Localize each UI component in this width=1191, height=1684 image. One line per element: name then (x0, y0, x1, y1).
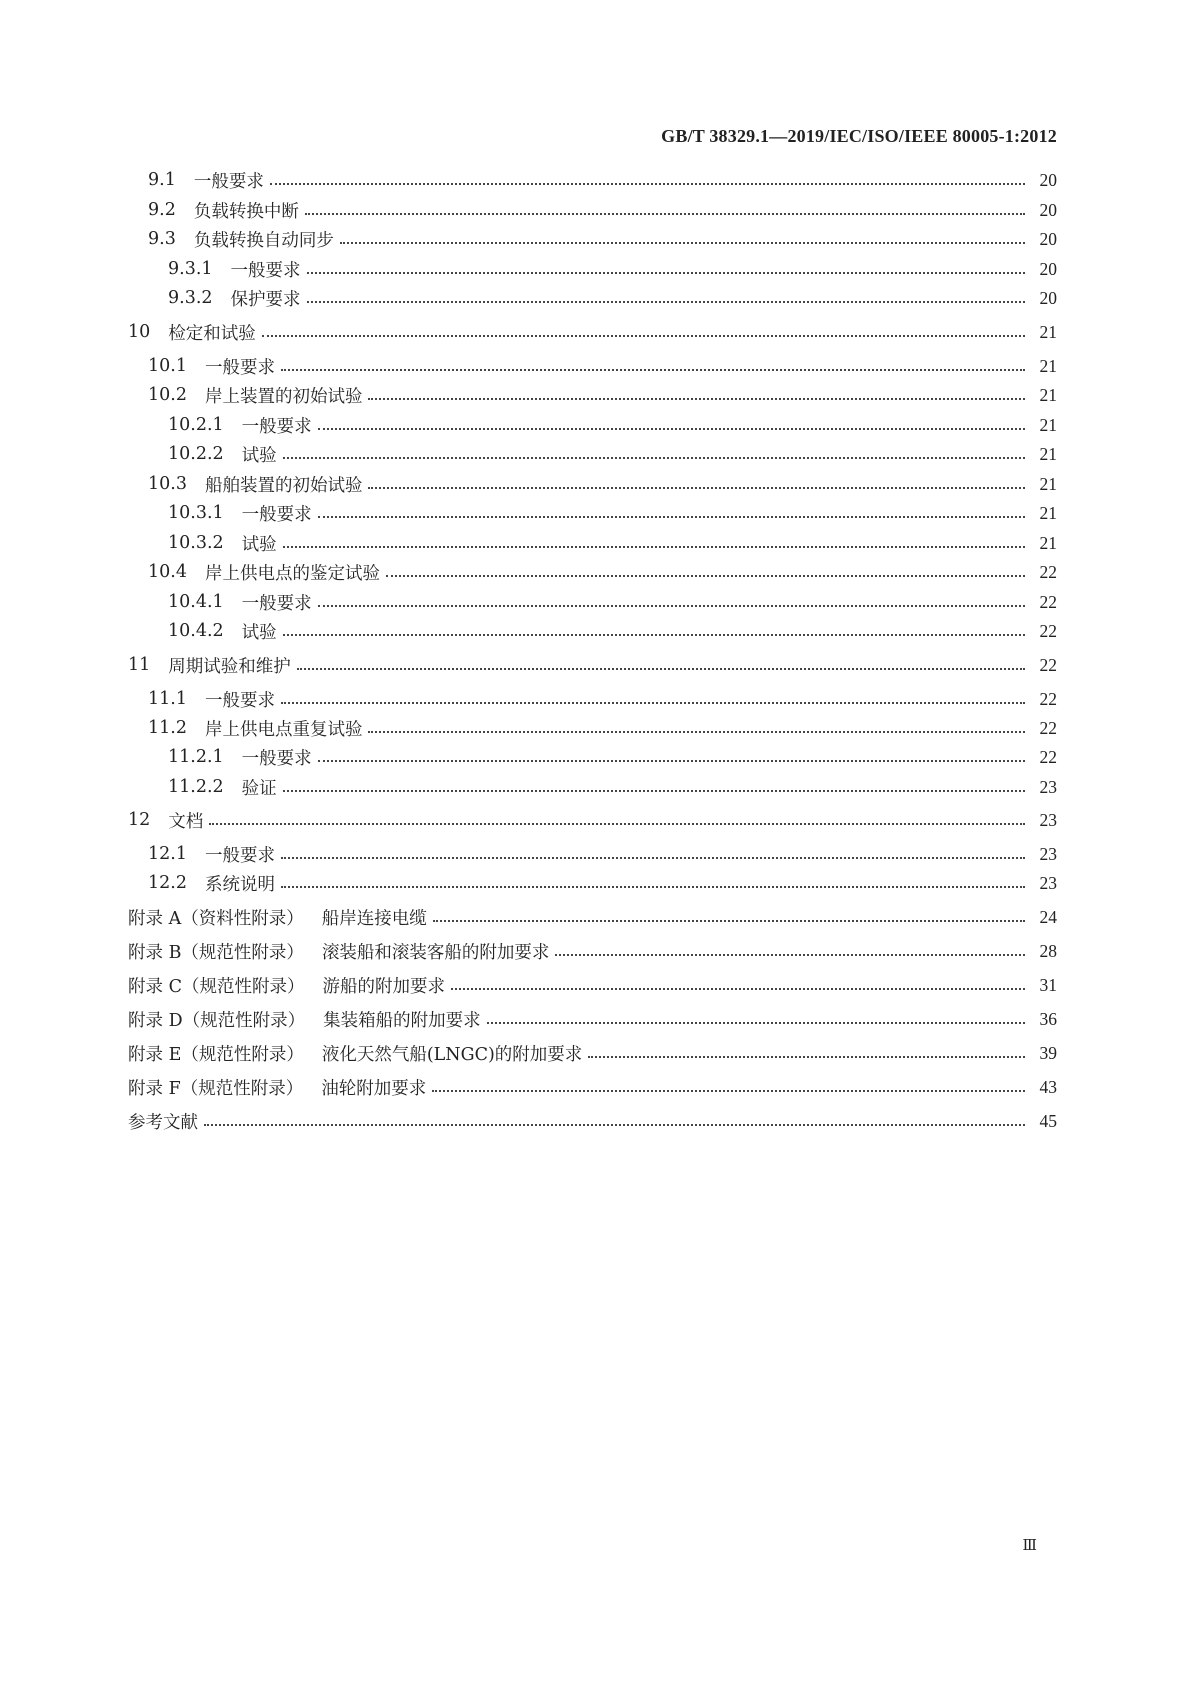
toc-entry-number: 10.2 (148, 385, 187, 405)
toc-entry-number: 附录 B（规范性附录） (128, 942, 304, 963)
toc-entry-number: 附录 C（规范性附录） (128, 976, 305, 997)
toc-entry[interactable] (128, 808, 1057, 832)
toc-entry[interactable] (168, 286, 1057, 310)
toc-leader-dots (283, 790, 1025, 792)
toc-entry-title: 负载转换中断 (193, 201, 299, 222)
toc-entry-page: 23 (1039, 843, 1057, 864)
toc-leader-dots (262, 335, 1025, 337)
toc-entry-page: 21 (1039, 443, 1057, 464)
toc-entry-page: 21 (1039, 532, 1057, 553)
toc-entry-page: 21 (1039, 502, 1057, 523)
toc-entry-number: 12.1 (148, 844, 187, 864)
toc-entry[interactable] (148, 842, 1057, 866)
toc-entry-page: 24 (1039, 906, 1057, 927)
toc-leader-dots (318, 516, 1025, 518)
toc-entry[interactable] (148, 383, 1057, 407)
toc-entry[interactable] (168, 619, 1057, 643)
toc-leader-dots (283, 546, 1025, 548)
toc-entry[interactable] (168, 531, 1057, 555)
toc-entry-title: 试验 (241, 445, 277, 466)
toc-entry[interactable] (148, 227, 1057, 251)
toc-entry-number: 10.3.2 (168, 533, 224, 553)
toc-entry[interactable] (128, 973, 1057, 997)
toc-entry-title: 集装箱船的附加要求 (323, 1010, 481, 1031)
toc-entry-page: 23 (1039, 872, 1057, 893)
toc-leader-dots (433, 920, 1025, 922)
toc-leader-dots (204, 1124, 1025, 1126)
toc-entry-page: 20 (1039, 258, 1057, 279)
toc-entry-title: 岸上装置的初始试验 (204, 386, 363, 407)
toc-entry-page: 21 (1039, 414, 1057, 435)
toc-leader-dots (432, 1090, 1025, 1092)
toc-leader-dots (318, 760, 1025, 762)
toc-leader-dots (368, 731, 1025, 733)
toc-entry[interactable] (168, 413, 1057, 437)
toc-leader-dots (270, 183, 1025, 185)
toc-entry-title: 检定和试验 (168, 323, 256, 344)
toc-leader-dots (283, 634, 1025, 636)
toc-entry-number: 11.2 (148, 718, 187, 738)
toc-entry-number: 10 (128, 322, 151, 342)
toc-entry[interactable] (128, 653, 1057, 677)
toc-entry-title: 一般要求 (204, 690, 275, 711)
toc-leader-dots (588, 1056, 1025, 1058)
standard-code-header: GB/T 38329.1—2019/IEC/ISO/IEEE 80005-1:2012 (661, 126, 1057, 146)
toc-entry-page: 22 (1039, 591, 1057, 612)
toc-entry-page: 22 (1039, 717, 1057, 738)
toc-entry[interactable] (148, 716, 1057, 740)
toc-entry-page: 21 (1039, 473, 1057, 494)
toc-entry-title: 参考文献 (128, 1112, 198, 1133)
toc-entry[interactable] (168, 775, 1057, 799)
toc-entry-page: 20 (1039, 287, 1057, 308)
toc-entry-title: 试验 (241, 534, 277, 555)
toc-leader-dots (209, 823, 1025, 825)
toc-entry-title: 一般要求 (193, 171, 264, 192)
toc-entry[interactable] (168, 745, 1057, 769)
toc-leader-dots (281, 702, 1025, 704)
toc-entry-title: 一般要求 (241, 593, 312, 614)
toc-entry-page: 20 (1039, 169, 1057, 190)
toc-entry-title: 文档 (168, 811, 204, 832)
toc-entry[interactable] (128, 320, 1057, 344)
toc-entry-title: 一般要求 (204, 357, 275, 378)
toc-entry-number: 10.4.1 (168, 592, 224, 612)
toc-entry-number: 附录 D（规范性附录） (128, 1010, 306, 1031)
toc-entry-number: 9.2 (148, 200, 176, 220)
toc-entry-number: 10.4.2 (168, 621, 224, 641)
toc-entry-page: 22 (1039, 561, 1057, 582)
toc-entry-number: 10.2.1 (168, 415, 224, 435)
toc-entry-page: 36 (1039, 1008, 1057, 1029)
toc-entry-title: 游船的附加要求 (322, 976, 445, 997)
toc-entry[interactable] (128, 1109, 1057, 1133)
toc-entry[interactable] (128, 1075, 1057, 1099)
toc-entry-page: 45 (1039, 1110, 1057, 1131)
toc-entry-page: 22 (1039, 654, 1057, 675)
toc-entry[interactable] (148, 198, 1057, 222)
toc-entry-number: 9.1 (148, 170, 176, 190)
toc-entry-title: 一般要求 (241, 416, 312, 437)
toc-entry-number: 附录 A（资料性附录） (128, 908, 304, 929)
toc-entry[interactable] (148, 687, 1057, 711)
toc-entry-title: 一般要求 (241, 748, 312, 769)
toc-leader-dots (283, 457, 1025, 459)
toc-entry-page: 21 (1039, 321, 1057, 342)
toc-entry-number: 10.4 (148, 562, 187, 582)
toc-entry-title: 一般要求 (204, 845, 275, 866)
toc-entry-title: 一般要求 (241, 504, 312, 525)
toc-leader-dots (368, 487, 1025, 489)
toc-leader-dots (340, 242, 1025, 244)
toc-entry-number: 9.3 (148, 229, 176, 249)
toc-entry-number: 11 (128, 655, 151, 675)
toc-leader-dots (386, 575, 1025, 577)
toc-leader-dots (555, 954, 1025, 956)
toc-entry[interactable] (168, 257, 1057, 281)
toc-entry-number: 附录 E（规范性附录） (128, 1044, 304, 1065)
toc-entry-page: 20 (1039, 228, 1057, 249)
toc-entry-number: 11.2.1 (168, 747, 224, 767)
toc-entry-title: 负载转换自动同步 (193, 230, 334, 251)
toc-entry-page: 28 (1039, 940, 1057, 961)
toc-entry-page: 23 (1039, 809, 1057, 830)
toc-entry-title: 一般要求 (230, 260, 301, 281)
page-number-footer: Ⅲ (1022, 1538, 1037, 1554)
toc-entry-number: 11.2.2 (168, 777, 224, 797)
toc-entry-title: 油轮附加要求 (321, 1078, 427, 1099)
toc-leader-dots (305, 213, 1025, 215)
toc-entry[interactable] (148, 168, 1057, 192)
toc-entry-title: 系统说明 (204, 874, 275, 895)
toc-entry[interactable] (128, 1007, 1057, 1031)
toc-entry-page: 20 (1039, 199, 1057, 220)
toc-leader-dots (368, 398, 1025, 400)
toc-entry-page: 22 (1039, 688, 1057, 709)
toc-entry-title: 岸上供电点重复试验 (204, 719, 363, 740)
toc-entry-number: 11.1 (148, 689, 187, 709)
toc-entry-number: 10.3 (148, 474, 187, 494)
toc-leader-dots (307, 272, 1025, 274)
toc-entry-number: 12.2 (148, 873, 187, 893)
toc-entry[interactable] (168, 501, 1057, 525)
toc-entry[interactable] (128, 1041, 1057, 1065)
toc-leader-dots (281, 886, 1025, 888)
toc-entry[interactable] (168, 590, 1057, 614)
toc-entry-page: 39 (1039, 1042, 1057, 1063)
toc-entry[interactable] (148, 871, 1057, 895)
toc-entry-page: 23 (1039, 776, 1057, 797)
toc-leader-dots (281, 857, 1025, 859)
toc-entry-title: 试验 (241, 622, 277, 643)
toc-entry-number: 附录 F（规范性附录） (128, 1078, 304, 1099)
toc-leader-dots (281, 369, 1025, 371)
toc-leader-dots (487, 1022, 1025, 1024)
toc-entry-page: 22 (1039, 620, 1057, 641)
toc-entry-title: 液化天然气船(LNGC)的附加要求 (321, 1044, 583, 1065)
toc-leader-dots (318, 428, 1025, 430)
toc-entry-title: 船舶装置的初始试验 (204, 475, 363, 496)
toc-entry-title: 滚装船和滚装客船的附加要求 (321, 942, 550, 963)
toc-entry-page: 31 (1039, 974, 1057, 995)
toc-entry-title: 验证 (241, 778, 277, 799)
toc-entry-number: 9.3.2 (168, 288, 213, 308)
toc-entry[interactable] (148, 560, 1057, 584)
toc-entry[interactable] (128, 905, 1057, 929)
toc-leader-dots (297, 668, 1025, 670)
toc-entry-number: 10.2.2 (168, 444, 224, 464)
toc-entry[interactable] (168, 442, 1057, 466)
toc-entry-title: 船岸连接电缆 (321, 908, 427, 929)
toc-entry-number: 9.3.1 (168, 259, 213, 279)
toc-leader-dots (318, 605, 1025, 607)
toc-entry[interactable] (128, 939, 1057, 963)
toc-entry-number: 12 (128, 810, 151, 830)
toc-entry-page: 22 (1039, 746, 1057, 767)
toc-entry-page: 21 (1039, 355, 1057, 376)
toc-leader-dots (307, 301, 1025, 303)
toc-leader-dots (451, 988, 1025, 990)
toc-entry-page: 21 (1039, 384, 1057, 405)
toc-entry[interactable] (148, 354, 1057, 378)
toc-entry-title: 岸上供电点的鉴定试验 (204, 563, 380, 584)
toc-entry-title: 周期试验和维护 (168, 656, 291, 677)
toc-entry-title: 保护要求 (230, 289, 301, 310)
toc-entry-number: 10.1 (148, 356, 187, 376)
toc-entry-page: 43 (1039, 1076, 1057, 1097)
toc-entry-number: 10.3.1 (168, 503, 224, 523)
toc-entry[interactable] (148, 472, 1057, 496)
